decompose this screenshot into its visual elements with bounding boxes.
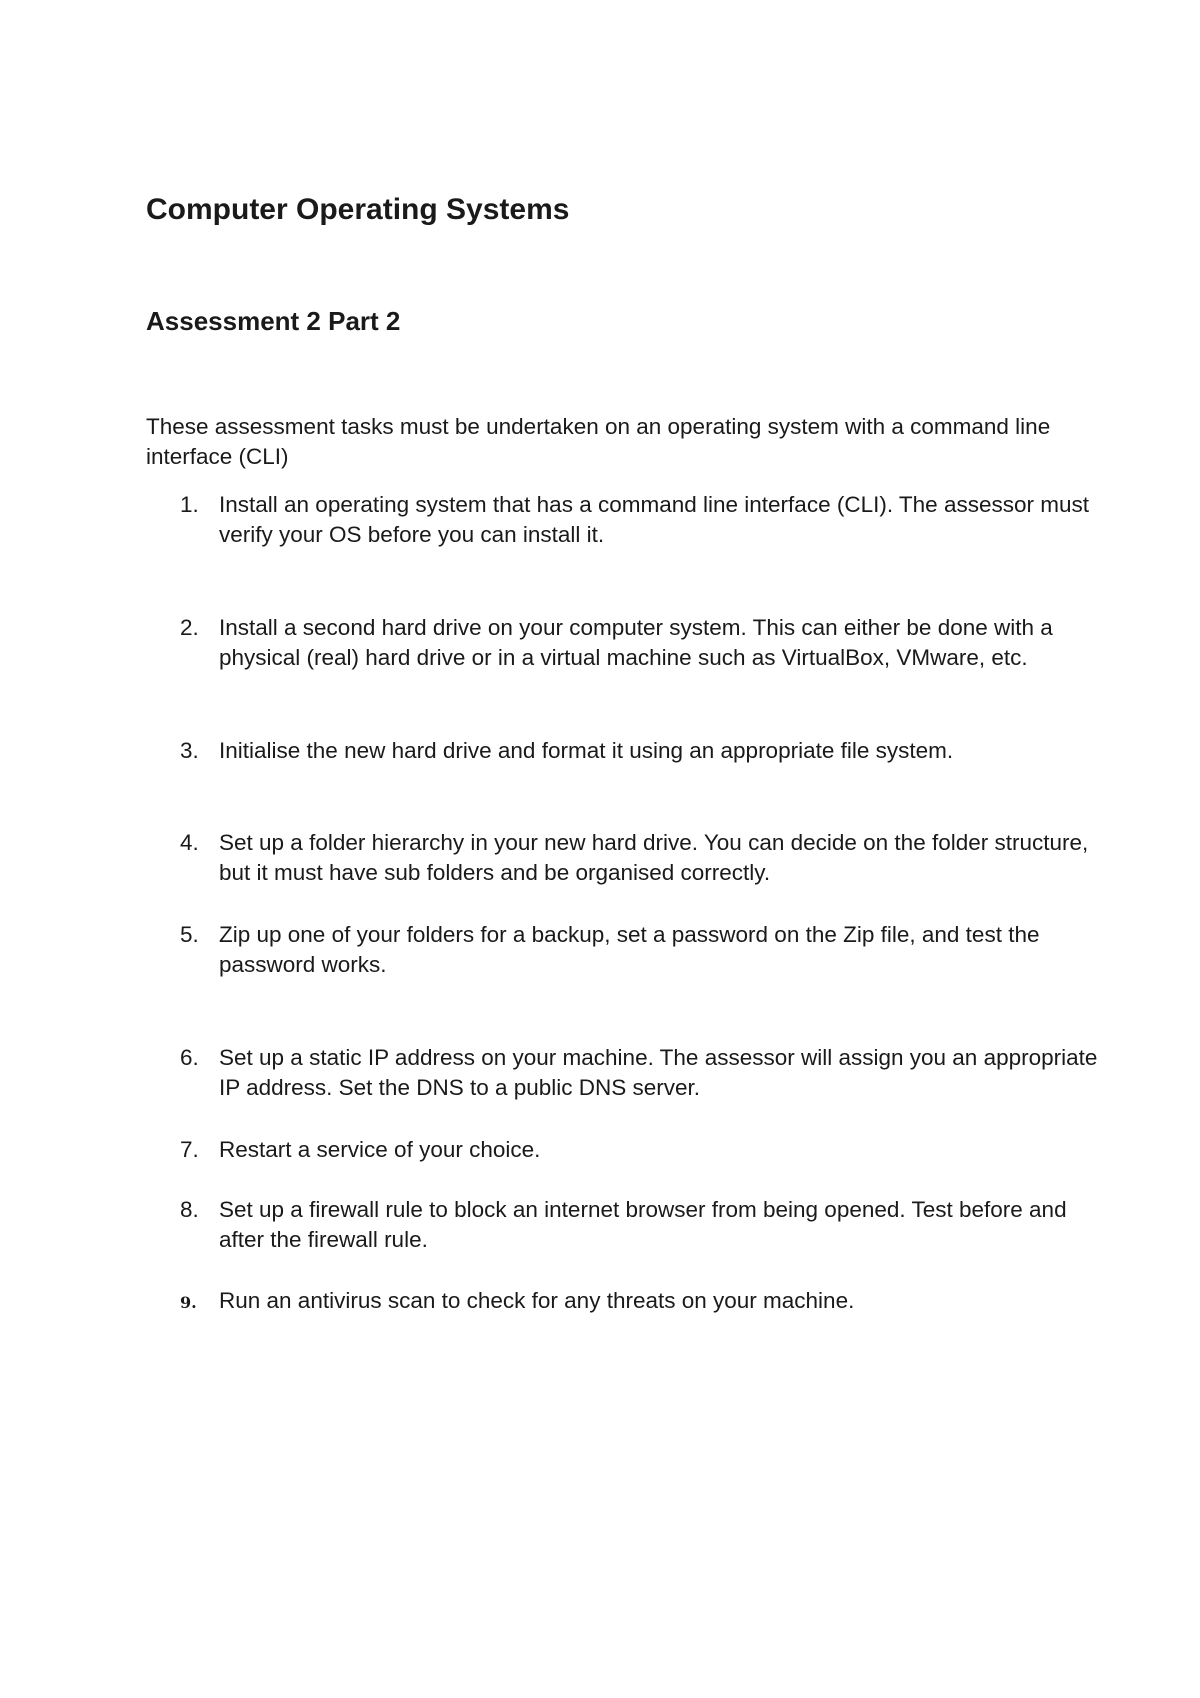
task-number: 4. bbox=[180, 830, 199, 855]
task-text: Set up a folder hierarchy in your new hard drive. You can decide on the folder structure, but it must have sub folders and be organised correctly. bbox=[219, 830, 1089, 885]
task-text: Initialise the new hard drive and format it using an appropriate file system. bbox=[219, 738, 954, 763]
task-number: 3. bbox=[180, 738, 199, 763]
task-number: 2. bbox=[180, 615, 199, 640]
task-text: Install a second hard drive on your computer system. This can either be done with a physical (real) hard drive or in a virtual machine such as VirtualBox, VMware, etc. bbox=[219, 615, 1053, 670]
assessment-heading: Assessment 2 Part 2 bbox=[146, 306, 401, 336]
task-number: 1. bbox=[180, 492, 199, 517]
task-number: 6. bbox=[180, 1045, 199, 1070]
task-text: Set up a static IP address on your machine. The assessor will assign you an appropriate IP address. Set the DNS to a public DNS server. bbox=[219, 1045, 1098, 1100]
task-text: Zip up one of your folders for a backup, set a password on the Zip file, and test the password works. bbox=[219, 922, 1040, 977]
task-number: 9. bbox=[180, 1293, 197, 1312]
task-number: 8. bbox=[180, 1197, 199, 1222]
task-number: 7. bbox=[180, 1137, 199, 1162]
document-title: Computer Operating Systems bbox=[146, 193, 570, 226]
intro-paragraph: These assessment tasks must be undertaken on an operating system with a command line interface (CLI) bbox=[146, 414, 1051, 469]
task-text: Install an operating system that has a command line interface (CLI). The assessor must verify your OS before you can install it. bbox=[219, 492, 1089, 547]
task-text: Restart a service of your choice. bbox=[219, 1137, 541, 1162]
task-text: Run an antivirus scan to check for any threats on your machine. bbox=[219, 1288, 855, 1313]
task-text: Set up a firewall rule to block an internet browser from being opened. Test before and after the firewall rule. bbox=[219, 1197, 1067, 1252]
task-number: 5. bbox=[180, 922, 199, 947]
